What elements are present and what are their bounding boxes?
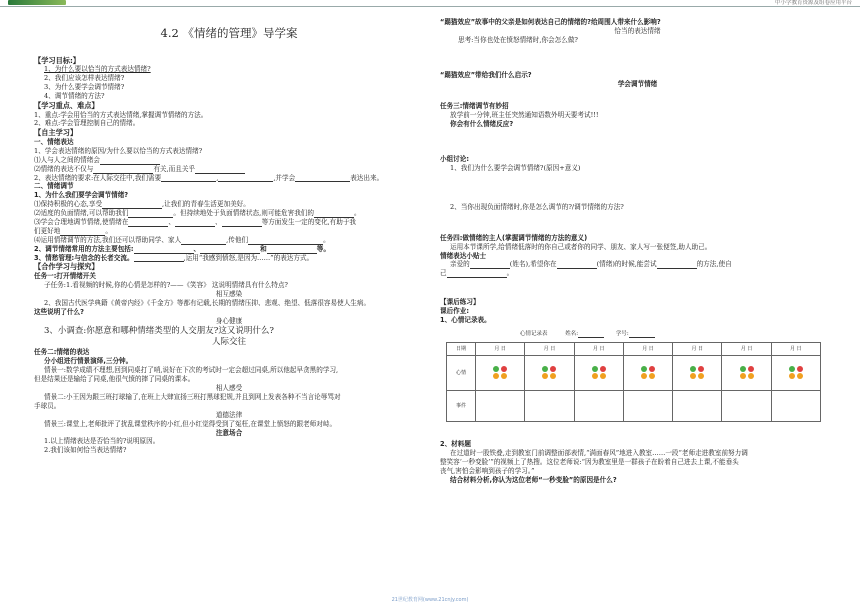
task-text: 运用本节课所学,给情绪低落时的你自己或者你的同学、朋友、家人写一张便签,助人助己。 [450, 242, 712, 251]
question-line: “踢猫效应”带给我们什么启示? [440, 70, 532, 79]
goal-item: 2、我们应该怎样表达情绪? [44, 74, 125, 83]
question-line: 1、学会表达情绪的原因/为什么要以恰当的方式表达情绪? [34, 146, 203, 155]
answer-text: 道德法律 [215, 410, 243, 419]
scenario-text: 手球员。 [34, 401, 61, 410]
fill-line: ⑶学会合理地调节情绪,使情绪在 、 、 等方面发生一定的变化,有助于我 [34, 218, 357, 227]
tip-heading: 情绪表达小贴士 [440, 251, 487, 260]
scenario-text: 但是结果还是输给了同桌,他很气愤的摔了同桌的课本。 [34, 375, 195, 384]
fill-line: ⑵情绪的表达不仅与 有关,而且关乎 [34, 165, 424, 174]
fill-line: ⑵适度的负面情绪,可以帮助我们 。但持续地处于负面情绪状态,则可能危害我们的 。 [34, 209, 361, 218]
header-platform-name: 中小学教育资源及组卷应用平台 [774, 0, 852, 6]
practice-heading: 【课后练习】 [440, 298, 480, 307]
answer-text: 学会调节情绪 [617, 79, 658, 88]
table-row: 事件 [447, 391, 821, 422]
mood-record-table [446, 342, 821, 422]
table-row: 心情 [447, 356, 821, 391]
mood-faces [476, 356, 525, 391]
answer-text: 相人感受 [215, 384, 243, 393]
scenario-text: 情景一:数学成绩不理想,回到同桌打了哨,说好在下次的考试时一定会超过同桌,所以他起早贪黑的学习, [44, 366, 339, 375]
goal-item: 1、为什么要以恰当的方式表达情绪? [44, 65, 151, 74]
homework-heading: 课后作业: [440, 307, 470, 316]
task-heading: 任务四:做情绪的主人(掌握调节情绪的方法的意义) [440, 233, 588, 242]
site-logo [8, 0, 66, 5]
header-rule [0, 6, 860, 7]
question-line: 2.我们该如何恰当表达情绪? [44, 446, 127, 455]
mood-faces [673, 356, 722, 391]
mood-faces [623, 356, 672, 391]
mood-faces [574, 356, 623, 391]
task-text: 分小组进行情景演绎,三分钟。 [44, 357, 133, 366]
fill-line: 3、情愁管理:与信念的长者交流。 ,运用“我感到愤怒,是因为……”的表达方式。 [34, 253, 314, 262]
task-heading: 任务二:情绪的表达 [34, 348, 90, 357]
scenario-text: 情景三:课堂上,老师批评了扰乱课堂秩序的小红,但小红觉得受到了冤枉,在课堂上愤怒的跟老师对峙。 [44, 419, 337, 428]
mood-table-title: 心情记录表 [520, 330, 548, 337]
answer-text: 相互感染 [215, 289, 243, 298]
group-discussion-heading: 小组讨论: [440, 155, 470, 164]
self-study-heading: 【自主学习】 [34, 128, 78, 138]
answer-text: 人际交往 [211, 337, 246, 348]
mood-faces [525, 356, 574, 391]
material-text: 整笑容‘一秒变脸’”的视频上了热搜。这位老师说:“因为教室里是一群孩子在盼着自己进去上课,不能垂头 [440, 458, 739, 467]
goal-item: 3、为什么要学会调节情绪? [44, 83, 125, 92]
right-column [440, 14, 835, 594]
key-point: 1、重点:学会用恰当的方式表达情绪,掌握调节情绪的方法。 [34, 110, 208, 119]
fill-line: ⑴人与人之间的情绪会 [34, 156, 424, 165]
table-row: 日期 月 日 月 日 月 日 月 日 月 日 月 日 月 日 [447, 343, 821, 356]
scenario-text: 情景二:小王因为跟三班打球输了,在班上大肆宣扬三班打黑球犯规,并且到网上发表各种不当言论辱骂对 [44, 392, 341, 401]
fill-line: 们更好地 。 [34, 226, 112, 235]
task-text: 放学前一分钟,班主任突然通知语数外明天要考试!!! [450, 111, 599, 120]
goals-heading: 【学习目标:】 [34, 55, 80, 65]
question-line: 2、当你出现负面情绪时,你是怎么调节的?/调节情绪的方法? [450, 202, 624, 211]
question-line: 1、我们为什么要学会调节情绪?(原因+意义) [450, 164, 581, 173]
answer-text: 注意场合 [215, 428, 243, 437]
key-point: 2、难点:学会管理控制自己的情绪。 [34, 119, 140, 128]
mood-faces [771, 356, 820, 391]
mood-faces [722, 356, 771, 391]
answer-text: 恰当的表达情绪 [614, 26, 661, 35]
question-line: 1.以上情绪表达是否恰当的?说明原因。 [44, 437, 160, 446]
section-heading: 二、情绪调节 [34, 182, 74, 191]
left-column [34, 14, 424, 594]
question-line: “踢猫效应”故事中的父亲是如何表达自己的情绪的?给周围人带来什么影响? [440, 18, 661, 26]
document-title: 4.2 《情绪的管理》导学案 [160, 26, 298, 40]
task-text: 子任务:1.看视频的时候,你的心情是怎样的?——《笑容》 这说明情绪具有什么特点? [44, 281, 288, 290]
task-text: 这些说明了什么? [34, 307, 84, 316]
coop-heading: 【合作学习与探究】 [34, 262, 99, 272]
homework-item: 1、心情记录表。 [440, 316, 491, 325]
task-text: 3、小调查:你愿意和哪种情绪类型的人交朋友?这又说明什么? [44, 325, 274, 336]
answer-text: 身心健康 [215, 316, 243, 325]
section-heading: 一、情绪表达 [34, 138, 74, 147]
goal-item: 4、调节情绪的方法? [44, 91, 105, 100]
footer-source: 21世纪教育网(www.21cnjy.com) [391, 597, 469, 603]
material-heading: 2、材料题 [440, 440, 471, 449]
fill-line: ⑴保持积极的心态,享受 ,让我们的青春生活更加美好。 [34, 200, 250, 209]
task-heading: 任务三:情绪调节有妙招 [440, 102, 509, 111]
material-text: 在过道时一股铁叠,走到教室门前调整面部表情,“满面春风”地进入教室……一段“老师走进教室前努力调 [450, 449, 748, 458]
task-heading: 任务一:打开情绪开关 [34, 272, 96, 281]
material-text: 丧气,害怕会影响到孩子的学习。” [440, 467, 535, 476]
fill-line: 2、表达情绪的要求:在人际交往中,我们需要 , ,并学会 表达出来。 [34, 173, 384, 182]
fill-line: 亲爱的 (姓名),希望你在 (情绪)的时候,能尝试 的方法,使自 [450, 260, 732, 269]
question-line: 1、为什么我们要学会调节情绪? [34, 191, 129, 200]
mood-table-title-row: 心情记录表 姓名: 学号: [520, 331, 835, 338]
fill-line: ⑷运用情绪调节的方法,我们还可以帮助同学、家人 ,传他们 。 [34, 235, 330, 244]
task-text: 2、我国古代医学典籍《黄帝内经》《千金方》等都有记载,长期的情绪压抑、悲观、绝望、低落很容易使人生病。 [44, 298, 371, 307]
fill-line: 2、调节情绪常用的方法主要包括: 、 和 等。 [34, 244, 330, 253]
question-line: 思考:当你也处在愤怒情绪时,你会怎么做? [458, 35, 578, 44]
task-text: 你会有什么情绪反应? [450, 120, 514, 129]
key-points-heading: 【学习重点、难点】 [34, 100, 99, 110]
material-question: 结合材料分析,你认为这位老师“一秒变脸”的原因是什么? [450, 475, 617, 484]
fill-line: 己 。 [440, 269, 514, 278]
